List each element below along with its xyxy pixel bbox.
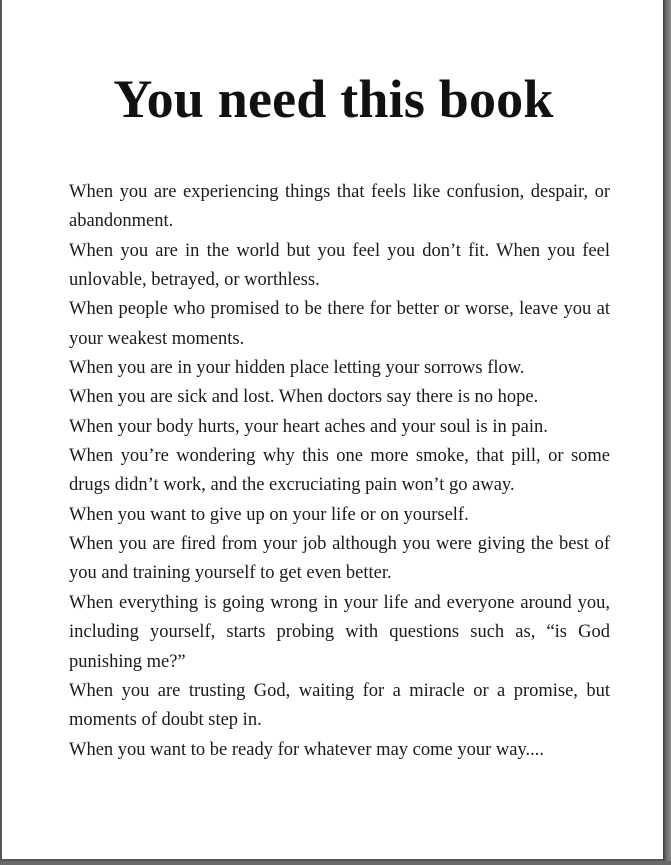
page-bottom-shadow bbox=[0, 861, 671, 865]
paragraph: When you are trusting God, waiting for a miracle or a promise, but moments of doubt step in. bbox=[69, 680, 610, 731]
paragraph: When you are in your hidden place letting your sorrows flow. bbox=[69, 358, 525, 379]
page-title: You need this book bbox=[113, 69, 554, 129]
page-edge-shadow bbox=[663, 0, 671, 865]
paragraph: When everything is going wrong in your life and everyone around you, including yourself, starts probing with questions such as, “is God punishing me?” bbox=[69, 592, 610, 672]
paragraph: When you’re wondering why this one more smoke, that pill, or some drugs didn’t work, and the excruciating pain won’t go away. bbox=[69, 446, 610, 496]
paragraph: When you are experiencing things that feels like confusion, despair, or abandonment. bbox=[69, 182, 610, 232]
paragraph: When you want to be ready for whatever may come your way.... bbox=[69, 739, 545, 760]
paragraph: When people who promised to be there for better or worse, leave you at your weakest moments. bbox=[69, 299, 610, 349]
paragraph: When your body hurts, your heart aches and your soul is in pain. bbox=[69, 416, 548, 437]
body-text bbox=[69, 178, 610, 765]
paragraph: When you are in the world but you feel you don’t fit. When you feel unlovable, betrayed, or worthless. bbox=[69, 240, 610, 291]
paragraph: When you are fired from your job although you were giving the best of you and training yourself to get even better. bbox=[69, 534, 610, 584]
paragraph: When you are sick and lost. When doctors say there is no hope. bbox=[69, 387, 539, 408]
paragraph: When you want to give up on your life or on yourself. bbox=[69, 504, 469, 525]
